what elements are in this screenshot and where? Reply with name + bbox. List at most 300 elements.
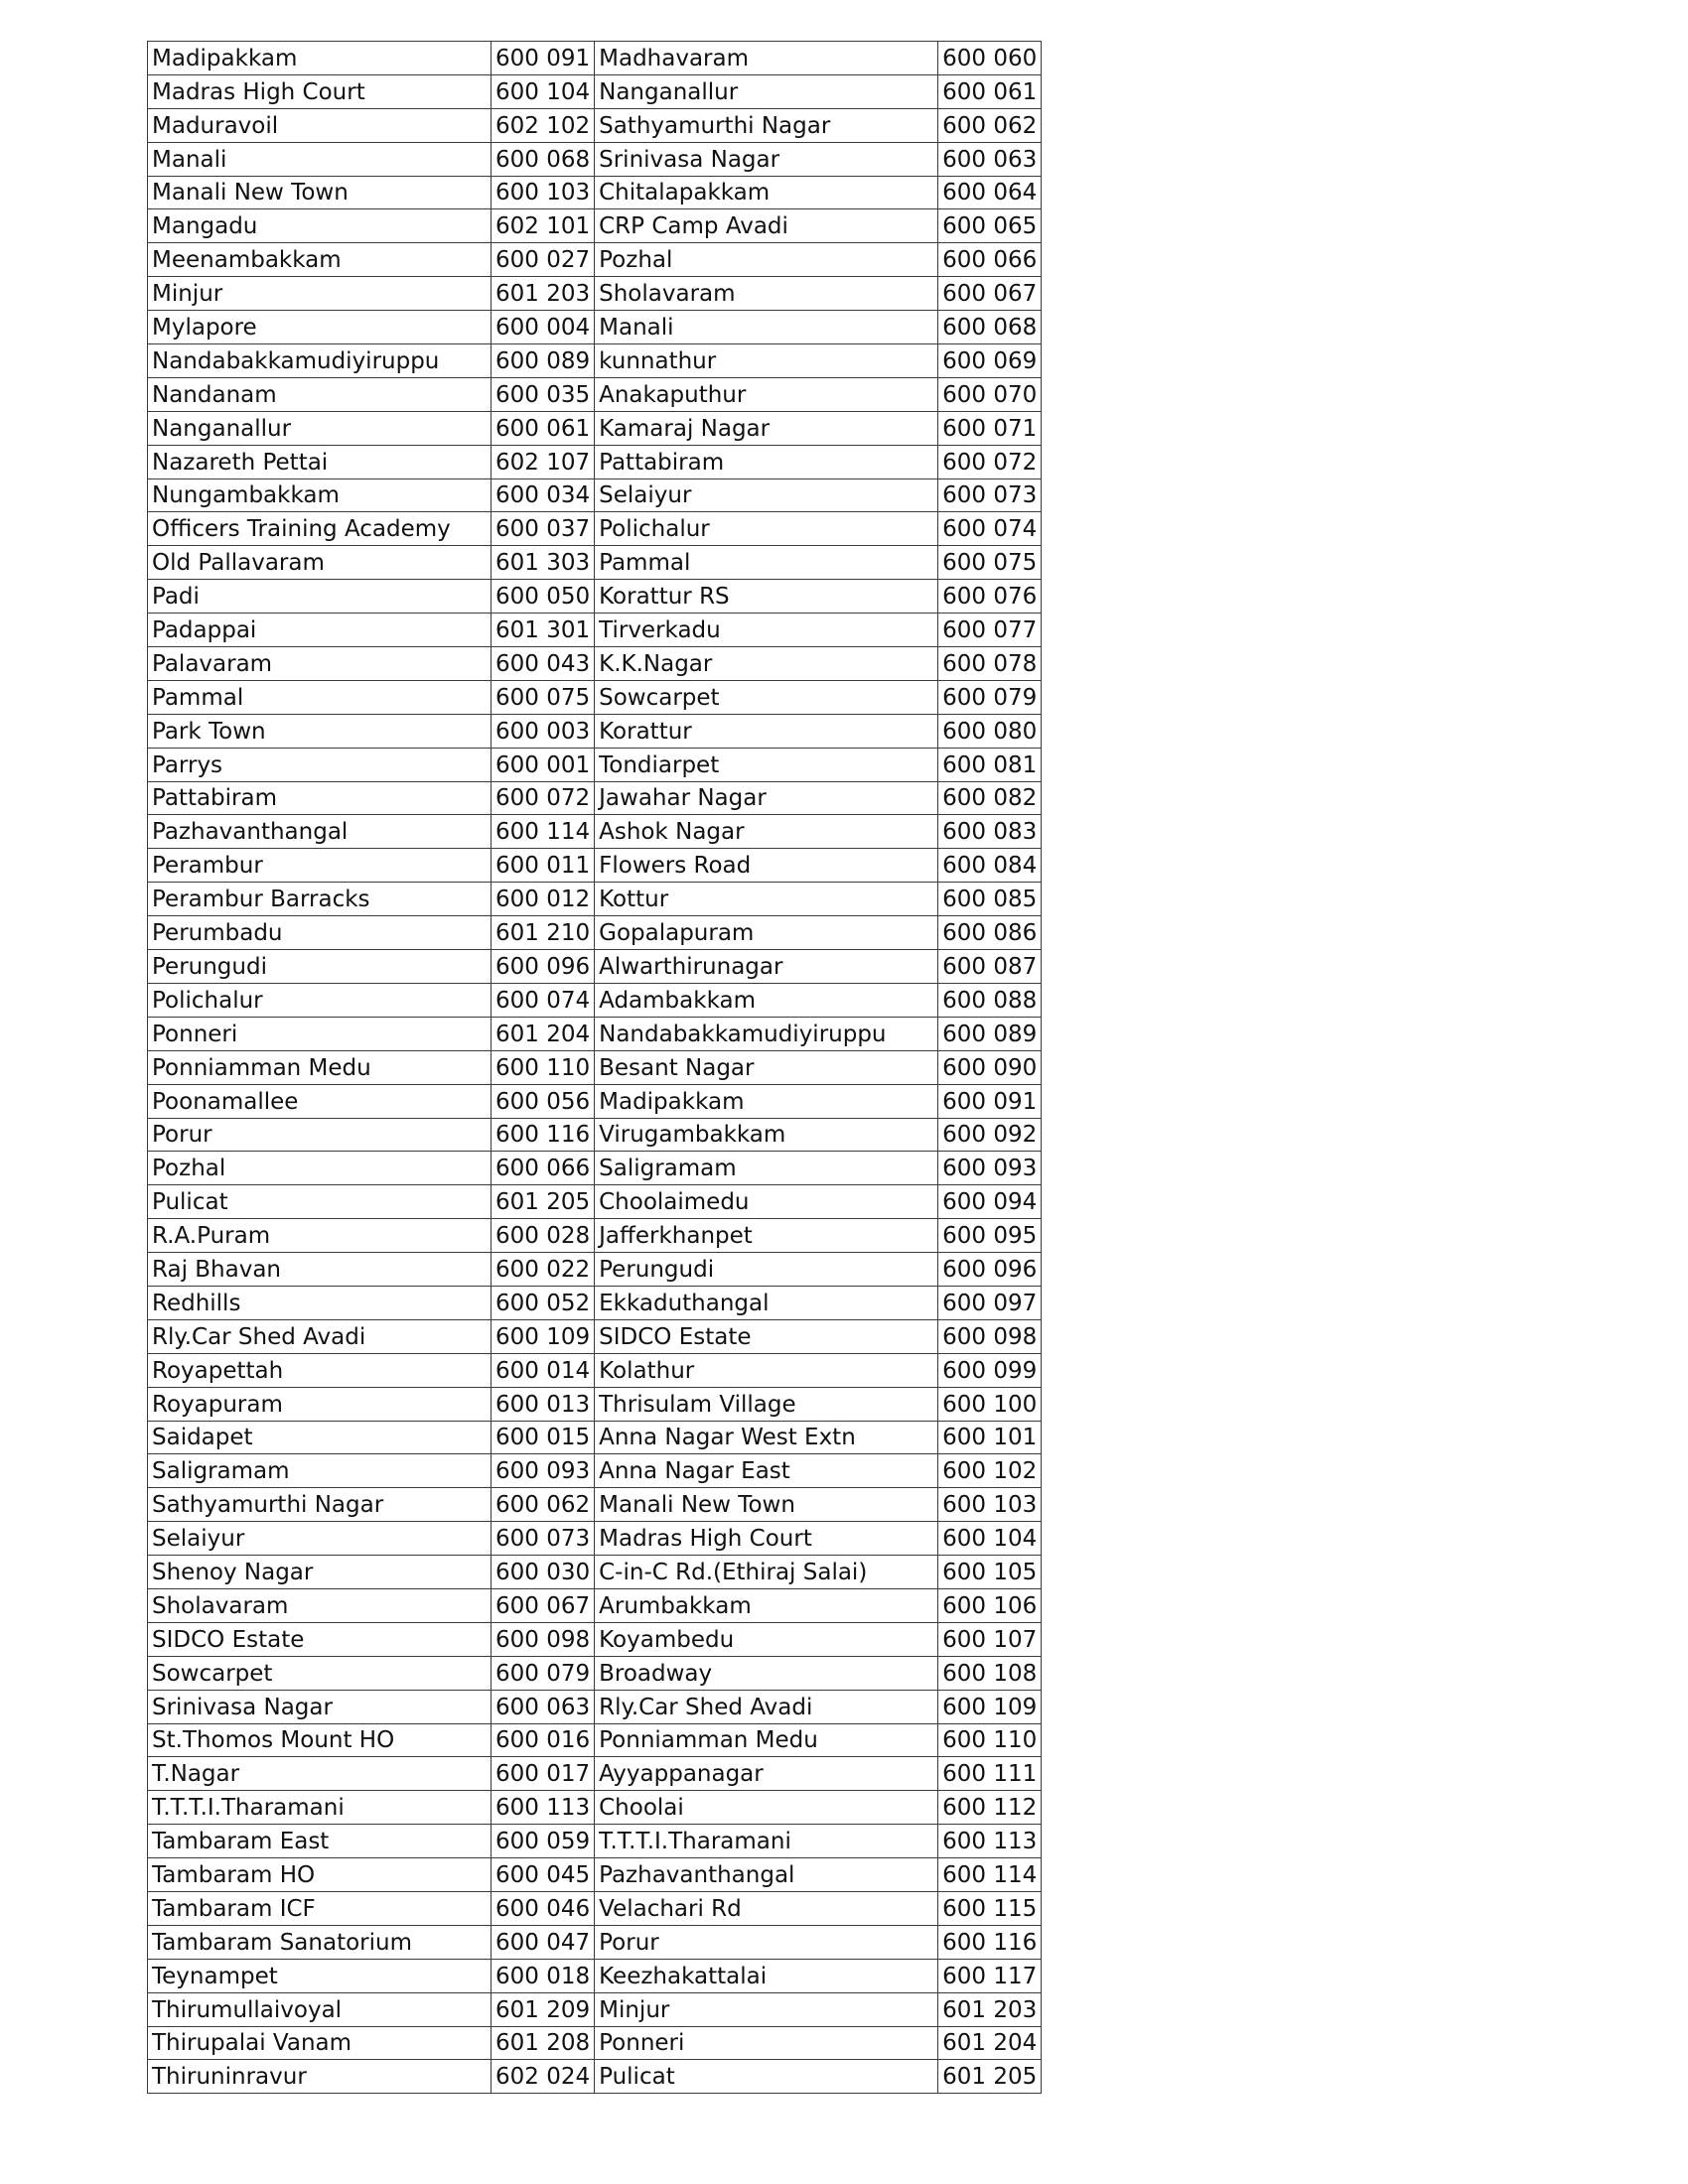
place-name-left: Manali New Town <box>148 176 492 209</box>
place-name-right: Pattabiram <box>595 445 938 478</box>
place-name-right: SIDCO Estate <box>595 1319 938 1353</box>
pin-code-right: 600 068 <box>938 311 1042 344</box>
place-name-right: Sholavaram <box>595 277 938 311</box>
pin-code-right: 601 203 <box>938 1992 1042 2026</box>
pin-code-left: 600 030 <box>492 1556 595 1589</box>
place-name-left: Royapuram <box>148 1387 492 1421</box>
table-row <box>148 983 1042 1017</box>
table-row <box>148 1757 1042 1791</box>
place-name-right: Korattur RS <box>595 580 938 614</box>
place-name-right: Nanganallur <box>595 74 938 108</box>
table-row <box>148 478 1042 512</box>
place-name-right: Porur <box>595 1925 938 1959</box>
pin-code-right: 600 110 <box>938 1723 1042 1757</box>
place-name-right: Korattur <box>595 714 938 748</box>
place-name-right: Madhavaram <box>595 42 938 75</box>
pin-code-left: 600 037 <box>492 512 595 546</box>
place-name-right: Sowcarpet <box>595 680 938 714</box>
place-name-right: Rly.Car Shed Avadi <box>595 1690 938 1723</box>
place-name-left: Selaiyur <box>148 1522 492 1556</box>
pin-code-right: 600 092 <box>938 1118 1042 1152</box>
pin-code-left: 600 103 <box>492 176 595 209</box>
pin-code-right: 600 089 <box>938 1017 1042 1050</box>
place-name-left: Mylapore <box>148 311 492 344</box>
pin-code-left: 600 056 <box>492 1084 595 1118</box>
pin-code-left: 600 028 <box>492 1219 595 1253</box>
place-name-right: Polichalur <box>595 512 938 546</box>
table-row <box>148 1050 1042 1084</box>
place-name-left: Old Pallavaram <box>148 546 492 580</box>
table-row <box>148 815 1042 849</box>
place-name-left: Ponniamman Medu <box>148 1050 492 1084</box>
place-name-left: Thirupalai Vanam <box>148 2026 492 2060</box>
pin-code-left: 600 052 <box>492 1286 595 1319</box>
pin-code-left: 601 205 <box>492 1185 595 1219</box>
table-row <box>148 1791 1042 1825</box>
table-row <box>148 1253 1042 1287</box>
place-name-right: Nandabakkamudiyiruppu <box>595 1017 938 1050</box>
table-row <box>148 1319 1042 1353</box>
table-row <box>148 1556 1042 1589</box>
pin-code-left: 600 089 <box>492 344 595 378</box>
pin-code-left: 600 004 <box>492 311 595 344</box>
pin-code-left: 601 301 <box>492 614 595 647</box>
place-name-left: Rly.Car Shed Avadi <box>148 1319 492 1353</box>
pin-code-right: 600 097 <box>938 1286 1042 1319</box>
pin-code-right: 600 088 <box>938 983 1042 1017</box>
pin-code-left: 601 209 <box>492 1992 595 2026</box>
place-name-left: Officers Training Academy <box>148 512 492 546</box>
pin-code-right: 600 075 <box>938 546 1042 580</box>
pin-code-right: 600 117 <box>938 1959 1042 1992</box>
pin-code-right: 600 116 <box>938 1925 1042 1959</box>
place-name-right: Anna Nagar East <box>595 1454 938 1488</box>
pin-code-left: 600 066 <box>492 1152 595 1185</box>
pin-code-right: 600 079 <box>938 680 1042 714</box>
place-name-right: Anakaputhur <box>595 377 938 411</box>
place-name-left: Pammal <box>148 680 492 714</box>
place-name-right: Madras High Court <box>595 1522 938 1556</box>
table-row <box>148 883 1042 916</box>
pin-code-left: 600 011 <box>492 849 595 883</box>
place-name-left: Saligramam <box>148 1454 492 1488</box>
place-name-right: Ponneri <box>595 2026 938 2060</box>
place-name-left: Ponneri <box>148 1017 492 1050</box>
place-name-left: Nanganallur <box>148 411 492 445</box>
pin-code-right: 600 098 <box>938 1319 1042 1353</box>
table-row <box>148 1488 1042 1522</box>
table-row <box>148 1421 1042 1454</box>
pin-code-left: 600 035 <box>492 377 595 411</box>
place-name-right: Ayyappanagar <box>595 1757 938 1791</box>
place-name-right: Minjur <box>595 1992 938 2026</box>
place-name-left: Pozhal <box>148 1152 492 1185</box>
place-name-left: Perambur <box>148 849 492 883</box>
place-name-left: Park Town <box>148 714 492 748</box>
place-name-left: R.A.Puram <box>148 1219 492 1253</box>
pin-code-left: 600 022 <box>492 1253 595 1287</box>
place-name-left: Sholavaram <box>148 1588 492 1622</box>
place-name-right: Choolaimedu <box>595 1185 938 1219</box>
table-row <box>148 209 1042 243</box>
place-name-right: Saligramam <box>595 1152 938 1185</box>
place-name-right: Chitalapakkam <box>595 176 938 209</box>
pin-code-left: 600 001 <box>492 748 595 781</box>
pin-code-right: 600 081 <box>938 748 1042 781</box>
pin-code-right: 600 087 <box>938 950 1042 984</box>
pin-code-right: 600 109 <box>938 1690 1042 1723</box>
table-row <box>148 1925 1042 1959</box>
place-name-right: Kamaraj Nagar <box>595 411 938 445</box>
table-row <box>148 445 1042 478</box>
pin-code-right: 600 084 <box>938 849 1042 883</box>
pin-code-right: 600 091 <box>938 1084 1042 1118</box>
place-name-right: Ponniamman Medu <box>595 1723 938 1757</box>
table-row <box>148 714 1042 748</box>
place-name-left: Saidapet <box>148 1421 492 1454</box>
pin-code-left: 601 210 <box>492 916 595 950</box>
table-row <box>148 1959 1042 1992</box>
place-name-right: Manali <box>595 311 938 344</box>
place-name-right: Manali New Town <box>595 1488 938 1522</box>
place-name-left: Mangadu <box>148 209 492 243</box>
place-name-left: Nazareth Pettai <box>148 445 492 478</box>
place-name-right: Choolai <box>595 1791 938 1825</box>
place-name-right: Srinivasa Nagar <box>595 142 938 176</box>
pin-code-right: 600 113 <box>938 1825 1042 1858</box>
place-name-left: Thiruninravur <box>148 2060 492 2094</box>
pin-code-right: 600 094 <box>938 1185 1042 1219</box>
pin-code-left: 601 204 <box>492 1017 595 1050</box>
pin-code-left: 600 050 <box>492 580 595 614</box>
place-name-left: Tambaram ICF <box>148 1891 492 1925</box>
place-name-right: Thrisulam Village <box>595 1387 938 1421</box>
place-name-left: Poonamallee <box>148 1084 492 1118</box>
table-row <box>148 1858 1042 1892</box>
pin-code-left: 600 074 <box>492 983 595 1017</box>
place-name-left: Parrys <box>148 748 492 781</box>
pin-code-left: 601 203 <box>492 277 595 311</box>
table-row <box>148 1017 1042 1050</box>
table-row <box>148 1891 1042 1925</box>
table-row <box>148 1185 1042 1219</box>
table-row <box>148 1656 1042 1690</box>
table-row <box>148 311 1042 344</box>
table-row <box>148 42 1042 75</box>
table-row <box>148 781 1042 815</box>
pin-code-right: 600 085 <box>938 883 1042 916</box>
pin-code-right: 600 090 <box>938 1050 1042 1084</box>
pin-code-right: 600 102 <box>938 1454 1042 1488</box>
pin-code-right: 600 107 <box>938 1622 1042 1656</box>
place-name-left: Maduravoil <box>148 108 492 142</box>
place-name-right: CRP Camp Avadi <box>595 209 938 243</box>
pin-code-right: 600 065 <box>938 209 1042 243</box>
place-name-left: Raj Bhavan <box>148 1253 492 1287</box>
pin-code-right: 600 104 <box>938 1522 1042 1556</box>
place-name-right: K.K.Nagar <box>595 647 938 681</box>
place-name-left: Sowcarpet <box>148 1656 492 1690</box>
place-name-right: T.T.T.I.Tharamani <box>595 1825 938 1858</box>
place-name-left: Thirumullaivoyal <box>148 1992 492 2026</box>
pin-code-right: 600 114 <box>938 1858 1042 1892</box>
pin-code-right: 600 096 <box>938 1253 1042 1287</box>
place-name-right: C-in-C Rd.(Ethiraj Salai) <box>595 1556 938 1589</box>
pin-code-right: 600 083 <box>938 815 1042 849</box>
pin-code-right: 600 066 <box>938 243 1042 277</box>
pin-code-right: 600 086 <box>938 916 1042 950</box>
pin-code-left: 600 003 <box>492 714 595 748</box>
table-row <box>148 1690 1042 1723</box>
place-name-left: Palavaram <box>148 647 492 681</box>
place-name-left: T.T.T.I.Tharamani <box>148 1791 492 1825</box>
place-name-left: T.Nagar <box>148 1757 492 1791</box>
place-name-left: Madras High Court <box>148 74 492 108</box>
place-name-right: Pulicat <box>595 2060 938 2094</box>
pin-code-right: 600 101 <box>938 1421 1042 1454</box>
place-name-right: Jawahar Nagar <box>595 781 938 815</box>
pin-code-left: 600 059 <box>492 1825 595 1858</box>
pin-code-left: 600 113 <box>492 1791 595 1825</box>
pin-code-left: 600 091 <box>492 42 595 75</box>
pin-code-left: 602 024 <box>492 2060 595 2094</box>
place-name-right: Perungudi <box>595 1253 938 1287</box>
pin-code-right: 600 072 <box>938 445 1042 478</box>
place-name-left: Manali <box>148 142 492 176</box>
pin-code-right: 600 099 <box>938 1353 1042 1387</box>
place-name-right: Besant Nagar <box>595 1050 938 1084</box>
pin-code-right: 600 103 <box>938 1488 1042 1522</box>
place-name-left: Perambur Barracks <box>148 883 492 916</box>
table-row <box>148 580 1042 614</box>
pin-code-right: 600 108 <box>938 1656 1042 1690</box>
pin-code-left: 601 303 <box>492 546 595 580</box>
place-name-right: Tirverkadu <box>595 614 938 647</box>
place-name-right: Koyambedu <box>595 1622 938 1656</box>
pin-code-left: 600 079 <box>492 1656 595 1690</box>
pin-code-left: 602 101 <box>492 209 595 243</box>
place-name-right: Tondiarpet <box>595 748 938 781</box>
place-name-left: Shenoy Nagar <box>148 1556 492 1589</box>
pin-code-left: 600 110 <box>492 1050 595 1084</box>
place-name-right: Alwarthirunagar <box>595 950 938 984</box>
pin-code-right: 600 074 <box>938 512 1042 546</box>
place-name-left: Nungambakkam <box>148 478 492 512</box>
pin-code-left: 600 114 <box>492 815 595 849</box>
table-row <box>148 344 1042 378</box>
table-row <box>148 1992 1042 2026</box>
table-row <box>148 142 1042 176</box>
table-row <box>148 411 1042 445</box>
table-row <box>148 1588 1042 1622</box>
place-name-right: Keezhakattalai <box>595 1959 938 1992</box>
pin-code-right: 600 067 <box>938 277 1042 311</box>
place-name-right: Sathyamurthi Nagar <box>595 108 938 142</box>
pin-code-right: 600 069 <box>938 344 1042 378</box>
pin-code-left: 602 102 <box>492 108 595 142</box>
place-name-right: Kottur <box>595 883 938 916</box>
pin-code-right: 600 112 <box>938 1791 1042 1825</box>
pin-code-right: 600 105 <box>938 1556 1042 1589</box>
pin-code-right: 600 077 <box>938 614 1042 647</box>
place-name-left: Tambaram HO <box>148 1858 492 1892</box>
table-row <box>148 546 1042 580</box>
table-row <box>148 680 1042 714</box>
pin-code-left: 600 034 <box>492 478 595 512</box>
pincode-table-body <box>148 42 1042 2094</box>
pin-code-left: 601 208 <box>492 2026 595 2060</box>
place-name-right: Velachari Rd <box>595 1891 938 1925</box>
pin-code-left: 600 061 <box>492 411 595 445</box>
place-name-left: Pazhavanthangal <box>148 815 492 849</box>
table-row <box>148 108 1042 142</box>
pin-code-left: 600 109 <box>492 1319 595 1353</box>
table-row <box>148 614 1042 647</box>
pin-code-left: 600 104 <box>492 74 595 108</box>
table-row <box>148 1387 1042 1421</box>
place-name-right: Pammal <box>595 546 938 580</box>
place-name-left: Redhills <box>148 1286 492 1319</box>
table-row <box>148 849 1042 883</box>
table-row <box>148 916 1042 950</box>
pin-code-left: 600 014 <box>492 1353 595 1387</box>
pin-code-right: 600 071 <box>938 411 1042 445</box>
place-name-left: St.Thomos Mount HO <box>148 1723 492 1757</box>
pin-code-right: 600 095 <box>938 1219 1042 1253</box>
pin-code-left: 600 068 <box>492 142 595 176</box>
place-name-right: Jafferkhanpet <box>595 1219 938 1253</box>
pin-code-left: 600 027 <box>492 243 595 277</box>
pin-code-left: 600 073 <box>492 1522 595 1556</box>
place-name-right: Pazhavanthangal <box>595 1858 938 1892</box>
table-row <box>148 377 1042 411</box>
table-row <box>148 1825 1042 1858</box>
pin-code-right: 600 064 <box>938 176 1042 209</box>
pin-code-right: 600 078 <box>938 647 1042 681</box>
pin-code-left: 600 046 <box>492 1891 595 1925</box>
pin-code-right: 600 082 <box>938 781 1042 815</box>
place-name-left: Pattabiram <box>148 781 492 815</box>
place-name-left: Nandanam <box>148 377 492 411</box>
pin-code-right: 600 111 <box>938 1757 1042 1791</box>
place-name-right: Selaiyur <box>595 478 938 512</box>
table-row <box>148 748 1042 781</box>
place-name-right: Ashok Nagar <box>595 815 938 849</box>
pin-code-right: 600 070 <box>938 377 1042 411</box>
pin-code-left: 600 013 <box>492 1387 595 1421</box>
pin-code-left: 600 098 <box>492 1622 595 1656</box>
place-name-right: Arumbakkam <box>595 1588 938 1622</box>
place-name-left: Madipakkam <box>148 42 492 75</box>
place-name-left: Perumbadu <box>148 916 492 950</box>
place-name-right: Gopalapuram <box>595 916 938 950</box>
place-name-left: Srinivasa Nagar <box>148 1690 492 1723</box>
pin-code-left: 600 018 <box>492 1959 595 1992</box>
pin-code-right: 600 060 <box>938 42 1042 75</box>
table-row <box>148 1118 1042 1152</box>
table-row <box>148 1219 1042 1253</box>
table-row <box>148 1084 1042 1118</box>
place-name-right: Pozhal <box>595 243 938 277</box>
place-name-left: Porur <box>148 1118 492 1152</box>
table-row <box>148 1622 1042 1656</box>
pin-code-right: 600 106 <box>938 1588 1042 1622</box>
table-row <box>148 512 1042 546</box>
pin-code-left: 600 096 <box>492 950 595 984</box>
place-name-left: Padi <box>148 580 492 614</box>
pin-code-left: 600 017 <box>492 1757 595 1791</box>
place-name-left: Perungudi <box>148 950 492 984</box>
table-row <box>148 277 1042 311</box>
pin-code-left: 600 062 <box>492 1488 595 1522</box>
table-row <box>148 647 1042 681</box>
place-name-left: Meenambakkam <box>148 243 492 277</box>
pin-code-right: 600 080 <box>938 714 1042 748</box>
place-name-right: Broadway <box>595 1656 938 1690</box>
pin-code-left: 600 093 <box>492 1454 595 1488</box>
place-name-right: Flowers Road <box>595 849 938 883</box>
table-row <box>148 1152 1042 1185</box>
pin-code-right: 600 063 <box>938 142 1042 176</box>
pin-code-left: 600 016 <box>492 1723 595 1757</box>
table-row <box>148 1522 1042 1556</box>
pin-code-left: 600 063 <box>492 1690 595 1723</box>
table-row <box>148 2026 1042 2060</box>
place-name-right: Madipakkam <box>595 1084 938 1118</box>
table-row <box>148 950 1042 984</box>
place-name-left: Polichalur <box>148 983 492 1017</box>
place-name-right: Kolathur <box>595 1353 938 1387</box>
place-name-left: Padappai <box>148 614 492 647</box>
pin-code-right: 601 204 <box>938 2026 1042 2060</box>
place-name-left: Tambaram Sanatorium <box>148 1925 492 1959</box>
table-row <box>148 1286 1042 1319</box>
table-row <box>148 1353 1042 1387</box>
pin-code-right: 600 073 <box>938 478 1042 512</box>
table-row <box>148 176 1042 209</box>
table-row <box>148 243 1042 277</box>
pin-code-left: 600 075 <box>492 680 595 714</box>
pin-code-left: 600 047 <box>492 1925 595 1959</box>
pin-code-right: 601 205 <box>938 2060 1042 2094</box>
pin-code-left: 600 043 <box>492 647 595 681</box>
pin-code-left: 600 116 <box>492 1118 595 1152</box>
place-name-left: Royapettah <box>148 1353 492 1387</box>
place-name-right: kunnathur <box>595 344 938 378</box>
table-row <box>148 74 1042 108</box>
place-name-right: Anna Nagar West Extn <box>595 1421 938 1454</box>
place-name-left: Nandabakkamudiyiruppu <box>148 344 492 378</box>
pin-code-left: 600 015 <box>492 1421 595 1454</box>
pin-code-right: 600 093 <box>938 1152 1042 1185</box>
table-row <box>148 2060 1042 2094</box>
place-name-left: Sathyamurthi Nagar <box>148 1488 492 1522</box>
table-row <box>148 1723 1042 1757</box>
place-name-left: SIDCO Estate <box>148 1622 492 1656</box>
pin-code-left: 600 072 <box>492 781 595 815</box>
pin-code-left: 600 012 <box>492 883 595 916</box>
pin-code-left: 600 067 <box>492 1588 595 1622</box>
pin-code-right: 600 100 <box>938 1387 1042 1421</box>
pin-code-right: 600 061 <box>938 74 1042 108</box>
place-name-right: Adambakkam <box>595 983 938 1017</box>
pin-code-right: 600 076 <box>938 580 1042 614</box>
pin-code-left: 600 045 <box>492 1858 595 1892</box>
pin-code-right: 600 115 <box>938 1891 1042 1925</box>
pin-code-right: 600 062 <box>938 108 1042 142</box>
place-name-left: Pulicat <box>148 1185 492 1219</box>
place-name-right: Ekkaduthangal <box>595 1286 938 1319</box>
